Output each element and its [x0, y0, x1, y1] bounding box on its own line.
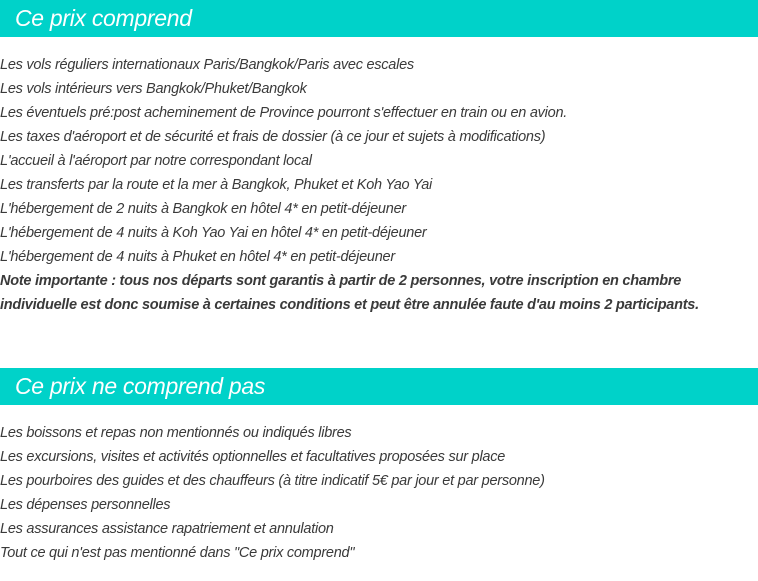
included-item-airport-welcome: L'accueil à l'aéroport par notre correspondant local: [0, 153, 312, 169]
important-note: Note importante : tous nos départs sont garantis à partir de 2 personnes, votre inscription en chambre individuelle est donc soumise à certaines conditions et peut être annulée faute d'au moins 2 participants.: [0, 273, 699, 313]
included-item-hotel-koh-yao-yai: L'hébergement de 4 nuits à Koh Yao Yai en hôtel 4* en petit-déjeuner: [0, 225, 427, 241]
included-item-hotel-phuket: L'hébergement de 4 nuits à Phuket en hôtel 4* en petit-déjeuner: [0, 249, 395, 265]
section-title-excluded: Ce prix ne comprend pas: [0, 368, 758, 405]
included-item-taxes: Les taxes d'aéroport et de sécurité et frais de dossier (à ce jour et sujets à modifications): [0, 129, 546, 145]
included-item-flights-domestic: Les vols intérieurs vers Bangkok/Phuket/Bangkok: [0, 81, 307, 97]
excluded-list: [0, 421, 758, 565]
included-list: [0, 53, 758, 317]
excluded-item-tips: Les pourboires des guides et des chauffeurs (à titre indicatif 5€ par jour et par personne): [0, 473, 545, 489]
excluded-item-excursions: Les excursions, visites et activités optionnelles et facultatives proposées sur place: [0, 449, 506, 465]
included-item-hotel-bangkok: L'hébergement de 2 nuits à Bangkok en hôtel 4* en petit-déjeuner: [0, 201, 406, 217]
section-title-included: Ce prix comprend: [0, 0, 758, 37]
excluded-item-drinks-meals: Les boissons et repas non mentionnés ou indiqués libres: [0, 425, 352, 441]
included-item-pre-post-transport: Les éventuels pré:post acheminement de Province pourront s'effectuer en train ou en avion.: [0, 105, 568, 121]
excluded-item-other: Tout ce qui n'est pas mentionné dans "Ce prix comprend": [0, 545, 355, 561]
included-item-flights-international: Les vols réguliers internationaux Paris/Bangkok/Paris avec escales: [0, 57, 414, 73]
included-item-transfers: Les transferts par la route et la mer à Bangkok, Phuket et Koh Yao Yai: [0, 177, 432, 193]
excluded-item-insurance: Les assurances assistance rapatriement et annulation: [0, 521, 334, 537]
excluded-item-personal-expenses: Les dépenses personnelles: [0, 497, 171, 513]
